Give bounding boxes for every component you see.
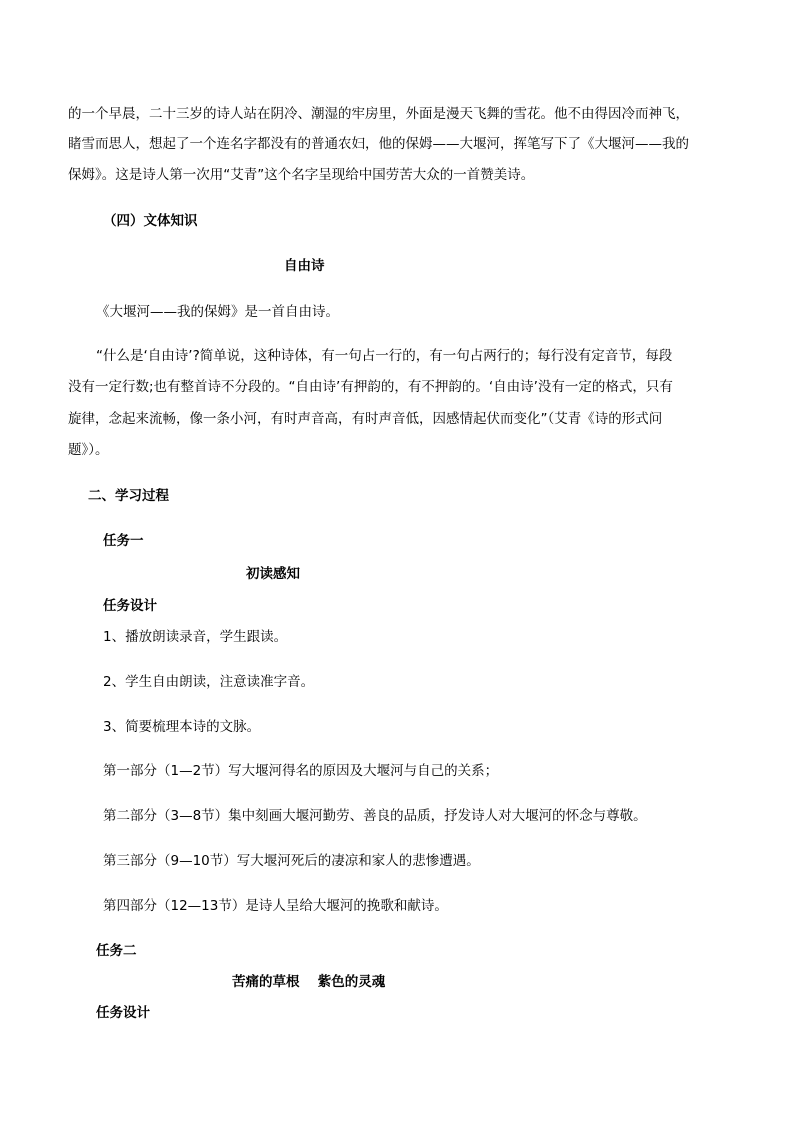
quote-line-3: 旋律，念起来流畅，像一条小河，有时声音高，有时声音低，因感情起伏而变化”（艾青《诗的形式问 xyxy=(68,411,663,427)
quote-line-1: “什么是‘自由诗’?简单说，这种诗体，有一句占一行的，有一句占两行的；每行没有定音节，每段 xyxy=(96,348,673,364)
intro-line-1: 的一个早晨，二十三岁的诗人站在阴冷、潮湿的牢房里，外面是漫天飞舞的雪花。他不由得因冷而神飞， xyxy=(68,106,689,122)
free-verse-intro: 《大堰河——我的保姆》是一首自由诗。 xyxy=(96,304,339,320)
task1-design-label: 任务设计 xyxy=(103,598,157,614)
task1-item-1: 1、播放朗读录音，学生跟读。 xyxy=(103,629,288,645)
task1-item-2: 2、学生自由朗读，注意读准字音。 xyxy=(103,674,315,690)
task2-label: 任务二 xyxy=(96,943,137,959)
structure-part-2: 第二部分（3—8节）集中刻画大堰河勤劳、善良的品质，抒发诗人对大堰河的怀念与尊敬。 xyxy=(103,808,647,824)
task2-design-label: 任务设计 xyxy=(96,1005,150,1021)
section-heading-process: 二、学习过程 xyxy=(88,488,169,504)
section-heading-genre: （四）文体知识 xyxy=(103,213,198,229)
intro-line-3: 保姆》。这是诗人第一次用“艾青”这个名字呈现给中国劳苦大众的一首赞美诗。 xyxy=(68,167,535,183)
intro-line-2: 睹雪而思人，想起了一个连名字都没有的普通农妇，他的保姆——大堰河，挥笔写下了《大堰河——我的 xyxy=(68,136,689,152)
quote-line-2: 没有一定行数;也有整首诗不分段的。“自由诗’有押韵的，有不押韵的。‘自由诗’没有一定的格式，只有 xyxy=(68,379,673,395)
task1-item-3: 3、简要梳理本诗的文脉。 xyxy=(103,719,261,735)
subheading-free-verse: 自由诗 xyxy=(284,258,325,274)
task1-label: 任务一 xyxy=(103,533,144,549)
task2-title: 苦痛的草根 紫色的灵魂 xyxy=(232,974,386,990)
structure-part-3: 第三部分（9—10节）写大堰河死后的凄凉和家人的悲惨遭遇。 xyxy=(103,853,480,869)
task1-title: 初读感知 xyxy=(246,566,300,582)
structure-part-1: 第一部分（1—2节）写大堰河得名的原因及大堰河与自己的关系； xyxy=(103,763,499,779)
quote-line-4: 题》）。 xyxy=(68,442,109,458)
structure-part-4: 第四部分（12—13节）是诗人呈给大堰河的挽歌和献诗。 xyxy=(103,898,448,914)
